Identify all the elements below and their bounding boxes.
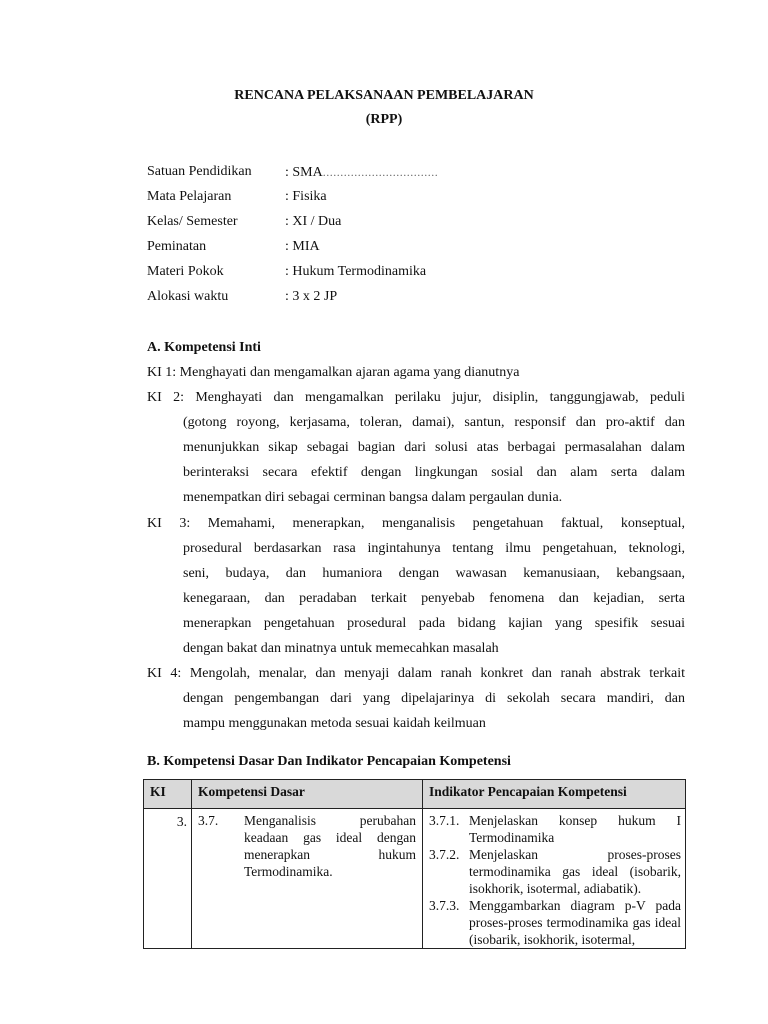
table-row — [144, 809, 686, 949]
header-indikator: Indikator Pencapaian Kompetensi — [423, 780, 686, 809]
identity-label: Mata Pelajaran — [147, 189, 232, 204]
identity-value: : SMA................................. — [285, 165, 439, 180]
ki-2 — [147, 385, 685, 510]
table-header-row — [144, 780, 686, 809]
identity-row — [147, 214, 438, 239]
document-title: RENCANA PELAKSANAAN PEMBELAJARAN — [234, 88, 534, 103]
ki-3-line: seni, budaya, dan humaniora dengan wawasan kemanusiaan, kebangsaan, — [183, 566, 685, 581]
ki-4-line: dengan pengembangan dari yang dipelajarinya di sekolah secara mandiri, dan — [183, 691, 685, 706]
indicator-text: Menjelaskan konsep hukum I Termodinamika — [469, 813, 681, 845]
identity-row — [147, 164, 438, 189]
identity-label: Kelas/ Semester — [147, 214, 238, 229]
ki-4 — [147, 661, 685, 736]
indicator-text: Menggambarkan diagram p-V pada proses-proses termodinamika gas ideal (isobarik, isokhorik, isotermal, — [469, 898, 681, 947]
ki-3 — [147, 511, 685, 661]
indicator-text: Menjelaskan proses-proses termodinamika gas ideal (isobarik, isokhorik, isotermal, adiabatik). — [469, 847, 681, 896]
indicator-item — [429, 846, 681, 897]
indicator-item — [429, 812, 681, 846]
header-ki: KI — [144, 780, 192, 809]
identity-label: Alokasi waktu — [147, 289, 229, 304]
identity-row — [147, 189, 438, 214]
identity-label: Satuan Pendidikan — [147, 164, 252, 179]
ki-2-line: berinteraksi secara efektif dengan lingkungan sosial dan alam serta dalam — [183, 465, 685, 480]
ki-4-line: mampu menggunakan metoda sesuai kaidah keilmuan — [183, 716, 486, 731]
section-b-heading: B. Kompetensi Dasar Dan Indikator Pencapaian Kompetensi — [147, 754, 511, 769]
kd-item — [198, 812, 416, 880]
kd-number: 3.7. — [198, 813, 219, 828]
ki-3-first-line: KI 3: Memahami, menerapkan, menganalisis pengetahuan faktual, konseptual, — [147, 516, 685, 531]
cell-indikator — [423, 809, 686, 949]
ki-1 — [147, 360, 685, 385]
identity-row — [147, 264, 438, 289]
identity-row — [147, 239, 438, 264]
identity-label: Materi Pokok — [147, 264, 224, 279]
indicator-number: 3.7.3. — [429, 898, 460, 913]
ki-3-line: kenegaraan, dan peradaban terkait penyebab fenomena dan kejadian, serta — [183, 591, 685, 606]
ki-3-line: prosedural berdasarkan rasa ingintahunya tentang ilmu pengetahuan, teknologi, — [183, 541, 685, 556]
kd-text: Menganalisis perubahan keadaan gas ideal dengan menerapkan hukum Termodinamika. — [244, 813, 416, 879]
ki-1-text: KI 1: Menghayati dan mengamalkan ajaran agama yang dianutnya — [147, 365, 520, 380]
identity-row — [147, 289, 438, 314]
identity-value: : XI / Dua — [285, 214, 342, 229]
dotted-fill: ................................. — [322, 165, 439, 179]
ki-2-line: (gotong royong, kerjasama, toleran, damai), santun, responsif dan pro-aktif dan — [183, 415, 685, 430]
document-subtitle: (RPP) — [365, 112, 403, 127]
header-kompetensi-dasar: Kompetensi Dasar — [192, 780, 423, 809]
identity-value: : Fisika — [285, 189, 327, 204]
ki-2-line: menempatkan diri sebagai cerminan bangsa dalam pergaulan dunia. — [183, 490, 563, 505]
indicator-number: 3.7.1. — [429, 813, 460, 828]
section-a-heading: A. Kompetensi Inti — [147, 340, 261, 355]
identity-label: Peminatan — [147, 239, 207, 254]
identity-value: : Hukum Termodinamika — [285, 264, 427, 279]
competency-table — [143, 779, 686, 949]
identity-value: : 3 x 2 JP — [285, 289, 338, 304]
cell-kompetensi-dasar — [192, 809, 423, 949]
identity-block — [147, 164, 438, 314]
ki-4-first-line: KI 4: Mengolah, menalar, dan menyaji dalam ranah konkret dan ranah abstrak terkait — [147, 666, 685, 681]
identity-value: : MIA — [285, 239, 320, 254]
indicator-item — [429, 897, 681, 948]
ki-2-first-line: KI 2: Menghayati dan mengamalkan perilaku jujur, disiplin, tanggungjawab, peduli — [147, 390, 685, 405]
cell-ki-number: 3. — [144, 809, 192, 949]
indicator-number: 3.7.2. — [429, 847, 460, 862]
ki-2-line: menunjukkan sikap sebagai bagian dari solusi atas berbagai permasalahan dalam — [183, 440, 685, 455]
ki-3-line: menerapkan pengetahuan prosedural pada bidang kajian yang spesifik sesuai — [183, 616, 685, 631]
ki-3-line: dengan bakat dan minatnya untuk memecahkan masalah — [183, 641, 499, 656]
